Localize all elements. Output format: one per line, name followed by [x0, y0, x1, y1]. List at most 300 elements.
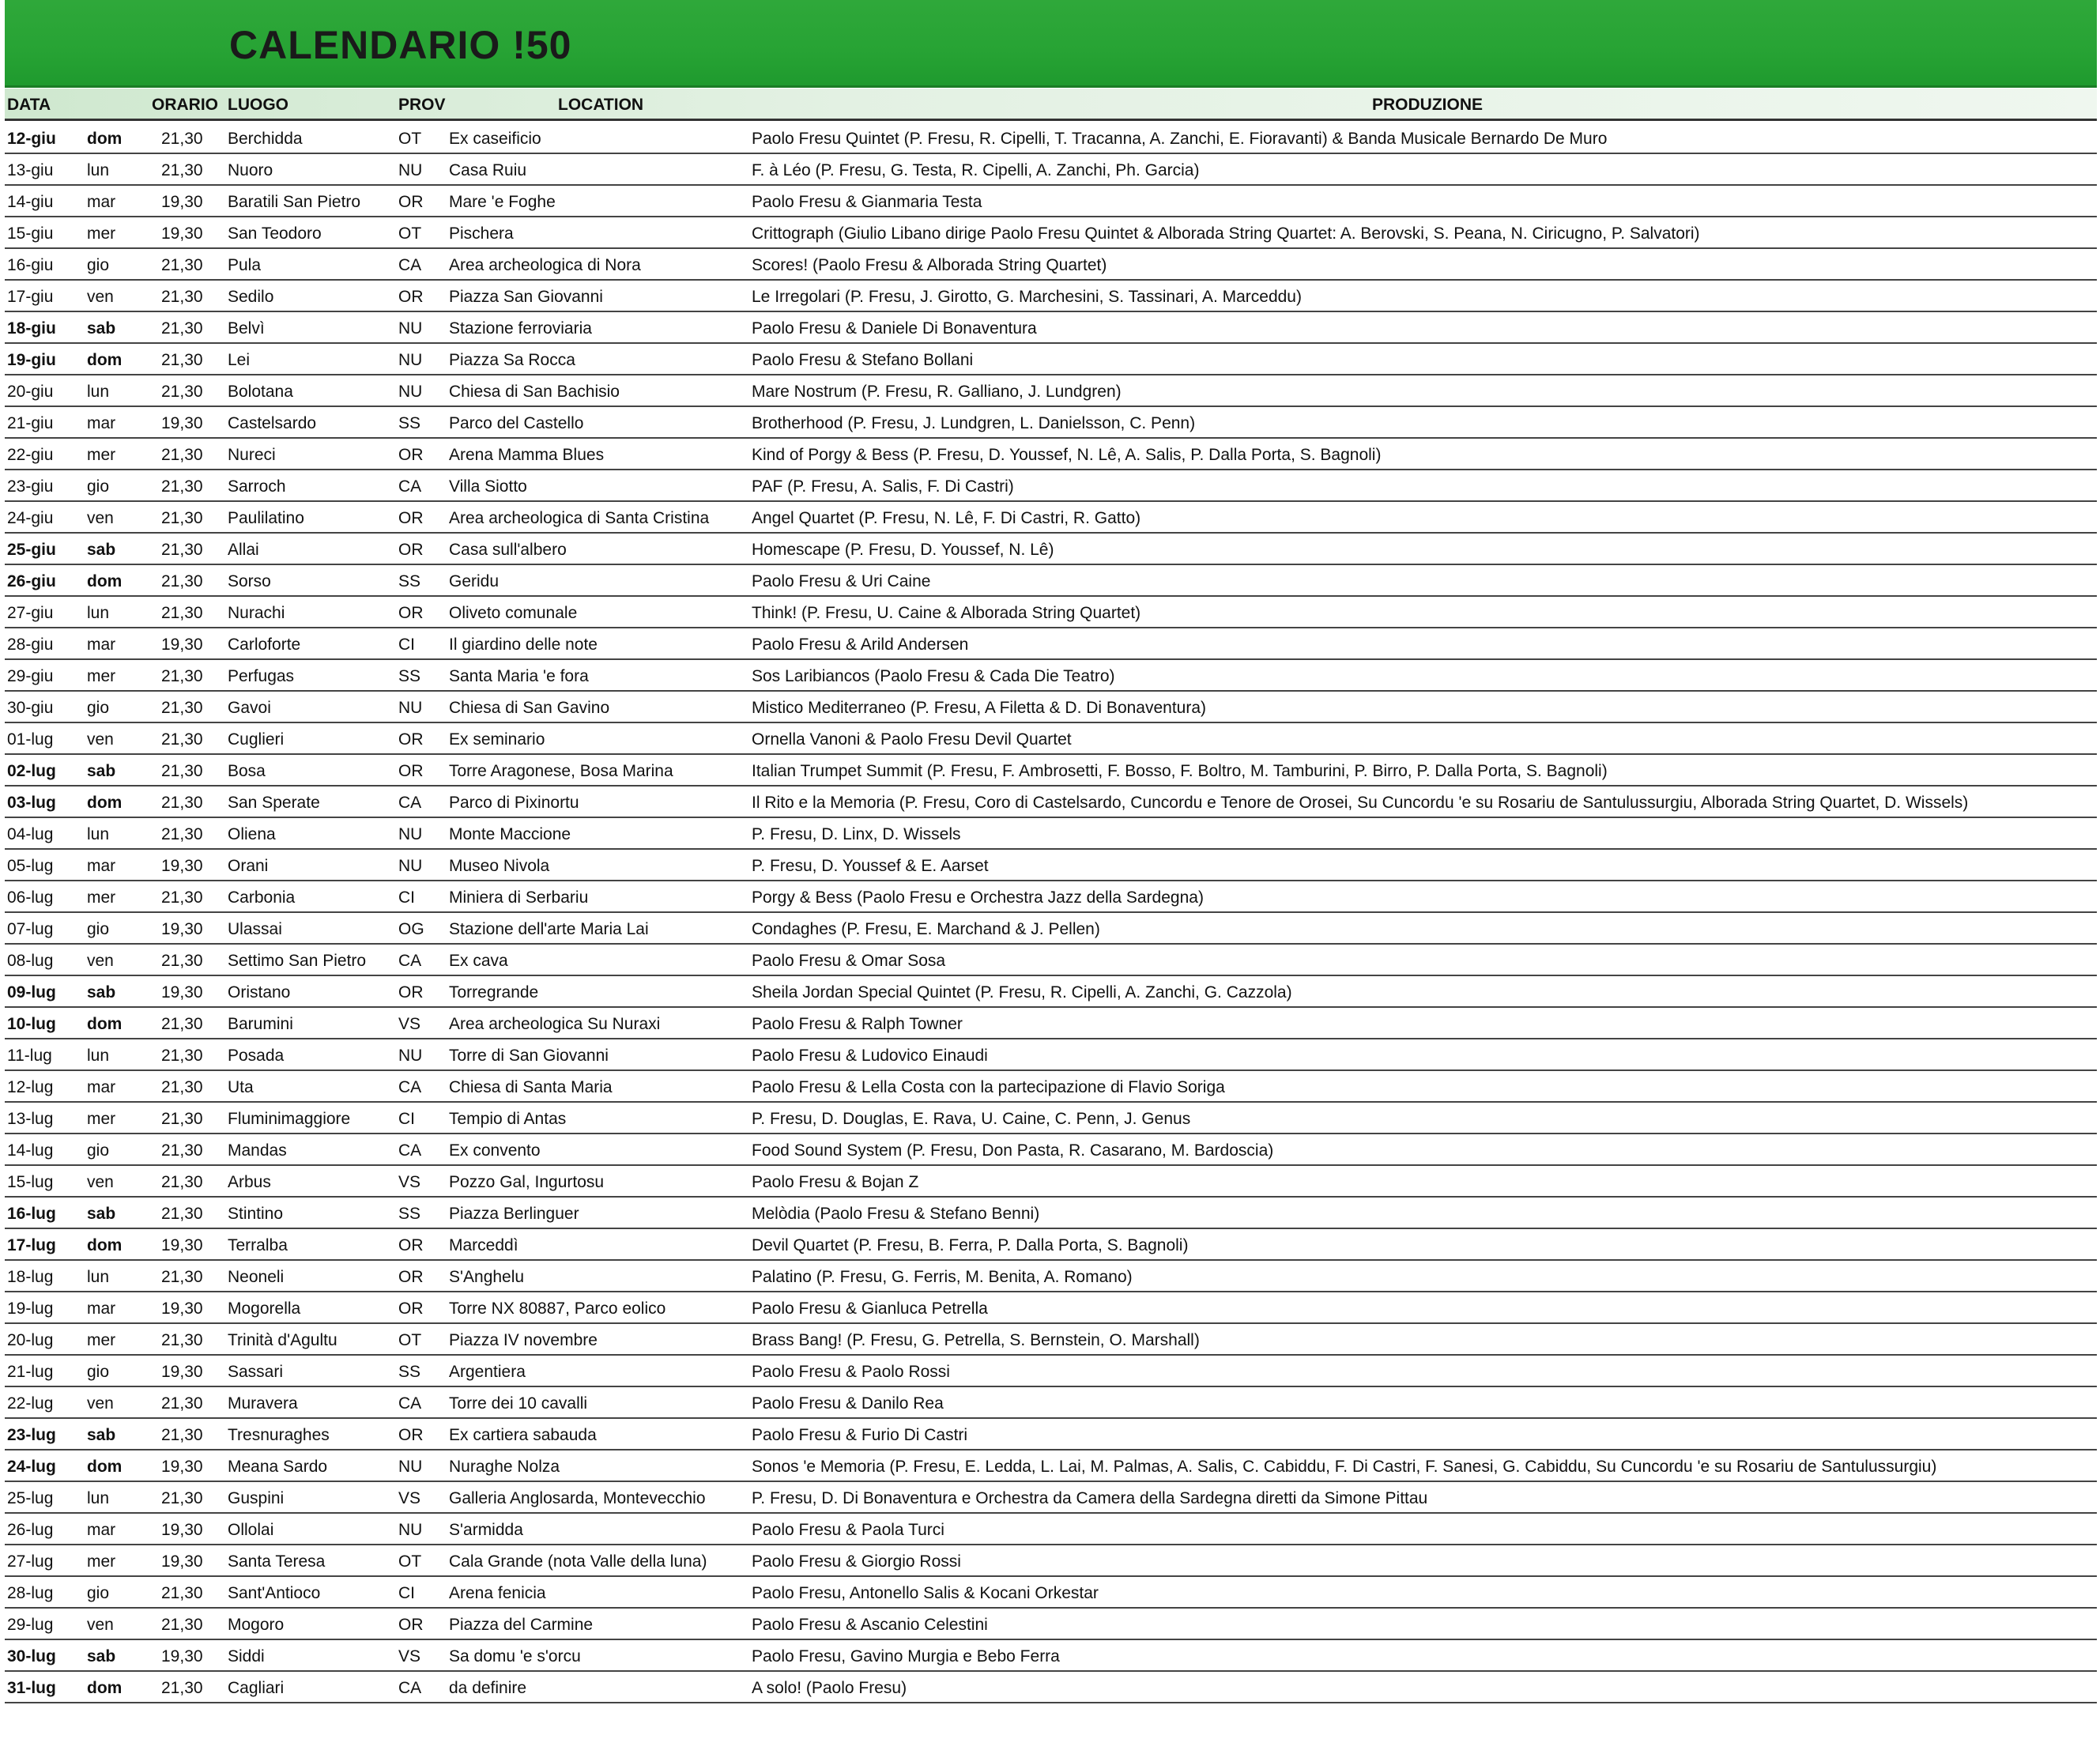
cell-prov: OR	[398, 1616, 424, 1634]
cell-prov: OR	[398, 446, 424, 464]
cell-production: Think! (P. Fresu, U. Caine & Alborada String Quartet)	[752, 604, 1141, 622]
cell-time: 21,30	[161, 1268, 203, 1286]
table-row	[5, 1103, 2097, 1134]
cell-date: 28-lug	[7, 1584, 54, 1602]
cell-location: Sa domu 'e s'orcu	[449, 1647, 581, 1665]
cell-prov: NU	[398, 161, 423, 179]
cell-location: Ex seminario	[449, 730, 545, 749]
cell-date: 21-giu	[7, 414, 54, 432]
cell-prov: CA	[398, 952, 422, 970]
table-row	[5, 1198, 2097, 1229]
table-row	[5, 913, 2097, 945]
cell-prov: VS	[398, 1647, 421, 1665]
cell-date: 03-lug	[7, 794, 56, 812]
cell-prov: OT	[398, 224, 422, 243]
cell-production: Paolo Fresu, Gavino Murgia e Bebo Ferra	[752, 1647, 1060, 1665]
cell-date: 07-lug	[7, 920, 54, 938]
cell-prov: OR	[398, 1300, 424, 1318]
table-row	[5, 1482, 2097, 1514]
cell-prov: OT	[398, 1552, 422, 1571]
cell-date: 25-giu	[7, 541, 56, 559]
cell-prov: CA	[398, 1394, 422, 1413]
cell-place: San Sperate	[228, 794, 320, 812]
cell-time: 21,30	[161, 256, 203, 274]
cell-date: 09-lug	[7, 983, 56, 1002]
cell-time: 21,30	[161, 288, 203, 306]
table-row	[5, 1609, 2097, 1640]
cell-time: 21,30	[161, 161, 203, 179]
cell-place: Allai	[228, 541, 259, 559]
table-row	[5, 1008, 2097, 1039]
cell-time: 21,30	[161, 509, 203, 527]
cell-time: 19,30	[161, 857, 203, 875]
cell-day: mer	[87, 1331, 116, 1349]
cell-location: Argentiera	[449, 1363, 526, 1381]
cell-production: Paolo Fresu & Gianmaria Testa	[752, 193, 982, 211]
cell-location: Galleria Anglosarda, Montevecchio	[449, 1489, 706, 1507]
cell-day: sab	[87, 319, 116, 338]
cell-day: mar	[87, 1300, 116, 1318]
cell-day: mar	[87, 636, 116, 654]
cell-production: Sonos 'e Memoria (P. Fresu, E. Ledda, L. Lai, M. Palmas, A. Salis, C. Cabiddu, F. Di Castri, F. Sanesi, G. Cabiddu, Su Cuncordu 'e su Rosariu de Santulussurgiu)	[752, 1458, 1937, 1476]
cell-day: lun	[87, 1268, 110, 1286]
cell-prov: OR	[398, 541, 424, 559]
cell-location: Piazza del Carmine	[449, 1616, 594, 1634]
cell-place: Orani	[228, 857, 269, 875]
cell-time: 21,30	[161, 383, 203, 401]
cell-production: Paolo Fresu & Giorgio Rossi	[752, 1552, 961, 1571]
cell-place: Cuglieri	[228, 730, 285, 749]
cell-time: 21,30	[161, 1205, 203, 1223]
cell-production: Paolo Fresu, Antonello Salis & Kocani Orkestar	[752, 1584, 1099, 1602]
cell-time: 19,30	[161, 224, 203, 243]
cell-location: Arena Mamma Blues	[449, 446, 605, 464]
cell-time: 21,30	[161, 446, 203, 464]
cell-day: ven	[87, 730, 114, 749]
cell-time: 21,30	[161, 762, 203, 780]
cell-time: 19,30	[161, 1647, 203, 1665]
table-row	[5, 217, 2097, 249]
cell-location: Torre di San Giovanni	[449, 1047, 609, 1065]
cell-day: ven	[87, 1173, 114, 1191]
cell-place: Meana Sardo	[228, 1458, 328, 1476]
cell-prov: OG	[398, 920, 424, 938]
cell-production: P. Fresu, D. Youssef & E. Aarset	[752, 857, 989, 875]
cell-day: mer	[87, 667, 116, 685]
table-row	[5, 407, 2097, 439]
cell-day: dom	[87, 1236, 123, 1254]
cell-prov: OR	[398, 1426, 424, 1444]
cell-production: Il Rito e la Memoria (P. Fresu, Coro di Castelsardo, Cuncordu e Tenore de Orosei, Su Cuncordu 'e su Rosariu de Santulussurgiu, Alborada String Quartet, D. Wissels)	[752, 794, 1969, 812]
cell-place: Oliena	[228, 825, 276, 843]
cell-prov: CA	[398, 1141, 422, 1160]
cell-date: 14-giu	[7, 193, 54, 211]
cell-day: mer	[87, 446, 116, 464]
cell-day: ven	[87, 952, 114, 970]
cell-location: Ex cartiera sabauda	[449, 1426, 597, 1444]
cell-date: 26-lug	[7, 1521, 54, 1539]
cell-production: Sos Laribiancos (Paolo Fresu & Cada Die Teatro)	[752, 667, 1115, 685]
cell-place: Santa Teresa	[228, 1552, 326, 1571]
cell-location: Piazza Sa Rocca	[449, 351, 575, 369]
cell-time: 21,30	[161, 604, 203, 622]
cell-day: lun	[87, 161, 110, 179]
cell-time: 21,30	[161, 730, 203, 749]
cell-location: Tempio di Antas	[449, 1110, 567, 1128]
table-row	[5, 123, 2097, 154]
cell-location: Casa sull'albero	[449, 541, 567, 559]
cell-time: 21,30	[161, 667, 203, 685]
cell-place: Uta	[228, 1078, 254, 1096]
cell-time: 21,30	[161, 1110, 203, 1128]
table-row	[5, 281, 2097, 312]
cell-production: Devil Quartet (P. Fresu, B. Ferra, P. Dalla Porta, S. Bagnoli)	[752, 1236, 1189, 1254]
cell-day: dom	[87, 1015, 123, 1033]
cell-time: 21,30	[161, 1394, 203, 1413]
table-row	[5, 1292, 2097, 1324]
cell-time: 21,30	[161, 1331, 203, 1349]
cell-place: Trinità d'Agultu	[228, 1331, 337, 1349]
cell-location: Pozzo Gal, Ingurtosu	[449, 1173, 605, 1191]
cell-place: Lei	[228, 351, 251, 369]
cell-date: 13-lug	[7, 1110, 54, 1128]
table-row	[5, 1545, 2097, 1577]
cell-date: 31-lug	[7, 1679, 56, 1697]
cell-location: Pischera	[449, 224, 514, 243]
cell-day: gio	[87, 1141, 110, 1160]
cell-location: Area archeologica di Santa Cristina	[449, 509, 710, 527]
cell-prov: VS	[398, 1015, 421, 1033]
cell-time: 21,30	[161, 572, 203, 590]
cell-day: sab	[87, 1205, 116, 1223]
cell-time: 21,30	[161, 1679, 203, 1697]
cell-production: Paolo Fresu & Omar Sosa	[752, 952, 946, 970]
cell-day: gio	[87, 477, 110, 496]
cell-date: 15-lug	[7, 1173, 54, 1191]
cell-location: Torre NX 80887, Parco eolico	[449, 1300, 666, 1318]
cell-location: Cala Grande (nota Valle della luna)	[449, 1552, 707, 1571]
cell-production: P. Fresu, D. Di Bonaventura e Orchestra da Camera della Sardegna diretti da Simone Pittau	[752, 1489, 1428, 1507]
cell-place: Belvì	[228, 319, 265, 338]
cell-date: 05-lug	[7, 857, 54, 875]
cell-day: dom	[87, 572, 123, 590]
cell-time: 19,30	[161, 983, 203, 1002]
table-row	[5, 1324, 2097, 1356]
table-row	[5, 1387, 2097, 1419]
cell-location: Area archeologica Su Nuraxi	[449, 1015, 661, 1033]
cell-prov: NU	[398, 857, 423, 875]
table-row	[5, 1514, 2097, 1545]
cell-date: 29-giu	[7, 667, 54, 685]
cell-prov: CI	[398, 1584, 415, 1602]
cell-day: mar	[87, 414, 116, 432]
header-orario: ORARIO	[152, 96, 218, 114]
cell-day: mar	[87, 193, 116, 211]
table-row	[5, 1039, 2097, 1071]
cell-place: Sedilo	[228, 288, 274, 306]
events-table	[5, 123, 2097, 1703]
cell-place: Sarroch	[228, 477, 286, 496]
cell-place: Nuoro	[228, 161, 273, 179]
cell-date: 20-lug	[7, 1331, 54, 1349]
cell-prov: OR	[398, 193, 424, 211]
cell-place: Perfugas	[228, 667, 295, 685]
cell-production: Paolo Fresu & Stefano Bollani	[752, 351, 974, 369]
cell-day: dom	[87, 794, 123, 812]
cell-date: 16-lug	[7, 1205, 56, 1223]
cell-day: mar	[87, 1521, 116, 1539]
table-row	[5, 1577, 2097, 1609]
cell-prov: NU	[398, 383, 423, 401]
cell-production: Scores! (Paolo Fresu & Alborada String Quartet)	[752, 256, 1107, 274]
cell-location: Miniera di Serbariu	[449, 888, 589, 907]
cell-time: 21,30	[161, 699, 203, 717]
cell-time: 19,30	[161, 193, 203, 211]
cell-day: mer	[87, 224, 116, 243]
header-produzione: PRODUZIONE	[1372, 96, 1484, 114]
cell-day: lun	[87, 604, 110, 622]
cell-time: 19,30	[161, 1363, 203, 1381]
cell-day: lun	[87, 1047, 110, 1065]
cell-prov: OR	[398, 730, 424, 749]
cell-production: Homescape (P. Fresu, D. Youssef, N. Lê)	[752, 541, 1054, 559]
cell-place: Arbus	[228, 1173, 271, 1191]
cell-date: 23-lug	[7, 1426, 56, 1444]
cell-place: Settimo San Pietro	[228, 952, 367, 970]
cell-production: Porgy & Bess (Paolo Fresu e Orchestra Jazz della Sardegna)	[752, 888, 1204, 907]
cell-production: Kind of Porgy & Bess (P. Fresu, D. Youssef, N. Lê, A. Salis, P. Dalla Porta, S. Bagnoli)	[752, 446, 1382, 464]
cell-place: Posada	[228, 1047, 285, 1065]
cell-time: 21,30	[161, 1426, 203, 1444]
cell-day: gio	[87, 920, 110, 938]
cell-location: Arena fenicia	[449, 1584, 546, 1602]
cell-location: da definire	[449, 1679, 527, 1697]
cell-date: 19-giu	[7, 351, 56, 369]
cell-location: Stazione ferroviaria	[449, 319, 592, 338]
table-row	[5, 439, 2097, 470]
cell-location: Torre dei 10 cavalli	[449, 1394, 588, 1413]
cell-production: Paolo Fresu & Uri Caine	[752, 572, 931, 590]
cell-date: 15-giu	[7, 224, 54, 243]
cell-day: lun	[87, 383, 110, 401]
table-row	[5, 344, 2097, 375]
cell-prov: NU	[398, 825, 423, 843]
cell-location: Ex caseificio	[449, 130, 541, 148]
cell-production: Paolo Fresu & Ludovico Einaudi	[752, 1047, 988, 1065]
header-location: LOCATION	[558, 96, 644, 114]
cell-production: Paolo Fresu & Arild Andersen	[752, 636, 969, 654]
cell-time: 19,30	[161, 1300, 203, 1318]
cell-day: mer	[87, 1110, 116, 1128]
cell-day: mar	[87, 1078, 116, 1096]
cell-prov: OT	[398, 1331, 422, 1349]
cell-place: Castelsardo	[228, 414, 317, 432]
cell-time: 21,30	[161, 1047, 203, 1065]
cell-location: Piazza Berlinguer	[449, 1205, 579, 1223]
cell-place: Ollolai	[228, 1521, 274, 1539]
cell-location: Chiesa di San Gavino	[449, 699, 610, 717]
cell-place: Berchidda	[228, 130, 303, 148]
cell-date: 24-lug	[7, 1458, 56, 1476]
cell-place: San Teodoro	[228, 224, 322, 243]
cell-date: 08-lug	[7, 952, 54, 970]
cell-production: Paolo Fresu & Paolo Rossi	[752, 1363, 950, 1381]
table-header	[5, 89, 2097, 121]
cell-time: 21,30	[161, 794, 203, 812]
cell-day: mer	[87, 888, 116, 907]
cell-production: Paolo Fresu & Ascanio Celestini	[752, 1616, 988, 1634]
cell-production: Italian Trumpet Summit (P. Fresu, F. Ambrosetti, F. Bosso, F. Boltro, M. Tamburini, P. Birro, P. Dalla Porta, S. Bagnoli)	[752, 762, 1608, 780]
table-row	[5, 755, 2097, 787]
cell-time: 21,30	[161, 825, 203, 843]
cell-date: 01-lug	[7, 730, 54, 749]
table-row	[5, 154, 2097, 186]
table-row	[5, 186, 2097, 217]
cell-location: S'Anghelu	[449, 1268, 525, 1286]
table-row	[5, 1071, 2097, 1103]
table-row	[5, 1229, 2097, 1261]
cell-prov: NU	[398, 1521, 423, 1539]
cell-place: Carloforte	[228, 636, 301, 654]
cell-time: 19,30	[161, 636, 203, 654]
cell-time: 21,30	[161, 130, 203, 148]
cell-place: Mandas	[228, 1141, 287, 1160]
cell-date: 12-giu	[7, 130, 56, 148]
cell-time: 21,30	[161, 1015, 203, 1033]
cell-prov: OR	[398, 1268, 424, 1286]
cell-time: 21,30	[161, 1173, 203, 1191]
cell-prov: CA	[398, 1679, 422, 1697]
cell-day: ven	[87, 509, 114, 527]
cell-day: sab	[87, 983, 116, 1002]
cell-date: 24-giu	[7, 509, 54, 527]
cell-production: PAF (P. Fresu, A. Salis, F. Di Castri)	[752, 477, 1014, 496]
cell-place: Gavoi	[228, 699, 271, 717]
cell-location: Marceddì	[449, 1236, 518, 1254]
cell-location: Ex convento	[449, 1141, 541, 1160]
table-row	[5, 375, 2097, 407]
table-row	[5, 470, 2097, 502]
cell-location: Chiesa di San Bachisio	[449, 383, 620, 401]
cell-place: Bolotana	[228, 383, 293, 401]
cell-day: dom	[87, 351, 123, 369]
header-prov: PROV	[398, 96, 446, 114]
cell-production: Paolo Fresu & Bojan Z	[752, 1173, 919, 1191]
cell-date: 19-lug	[7, 1300, 54, 1318]
cell-location: Nuraghe Nolza	[449, 1458, 560, 1476]
cell-time: 19,30	[161, 1458, 203, 1476]
page-title: CALENDARIO !50	[229, 23, 572, 67]
cell-day: sab	[87, 1647, 116, 1665]
cell-location: Chiesa di Santa Maria	[449, 1078, 613, 1096]
cell-day: sab	[87, 1426, 116, 1444]
cell-date: 14-lug	[7, 1141, 54, 1160]
cell-date: 06-lug	[7, 888, 54, 907]
cell-location: Mare 'e Foghe	[449, 193, 556, 211]
cell-date: 17-giu	[7, 288, 54, 306]
table-row	[5, 534, 2097, 565]
cell-time: 19,30	[161, 920, 203, 938]
cell-place: Mogorella	[228, 1300, 301, 1318]
cell-production: Paolo Fresu & Lella Costa con la partecipazione di Flavio Soriga	[752, 1078, 1225, 1096]
cell-production: Crittograph (Giulio Libano dirige Paolo Fresu Quintet & Alborada String Quartet: A. Berovski, S. Peana, N. Ciricugno, P. Salvatori)	[752, 224, 1700, 243]
cell-prov: VS	[398, 1489, 421, 1507]
cell-production: Sheila Jordan Special Quintet (P. Fresu, R. Cipelli, A. Zanchi, G. Cazzola)	[752, 983, 1292, 1002]
cell-prov: CA	[398, 1078, 422, 1096]
cell-place: Fluminimaggiore	[228, 1110, 351, 1128]
cell-prov: CA	[398, 794, 422, 812]
table-row	[5, 660, 2097, 692]
cell-date: 18-giu	[7, 319, 56, 338]
table-row	[5, 312, 2097, 344]
table-row	[5, 628, 2097, 660]
cell-place: Nurachi	[228, 604, 285, 622]
cell-time: 21,30	[161, 952, 203, 970]
cell-prov: CA	[398, 477, 422, 496]
cell-day: lun	[87, 825, 110, 843]
cell-place: Ulassai	[228, 920, 282, 938]
cell-place: Barumini	[228, 1015, 293, 1033]
cell-date: 02-lug	[7, 762, 56, 780]
cell-production: Melòdia (Paolo Fresu & Stefano Benni)	[752, 1205, 1040, 1223]
cell-day: sab	[87, 541, 116, 559]
cell-prov: SS	[398, 572, 421, 590]
cell-location: Piazza San Giovanni	[449, 288, 603, 306]
cell-location: Oliveto comunale	[449, 604, 578, 622]
cell-day: dom	[87, 1679, 123, 1697]
cell-production: Mistico Mediterraneo (P. Fresu, A Filetta & D. Di Bonaventura)	[752, 699, 1207, 717]
cell-location: Parco di Pixinortu	[449, 794, 579, 812]
cell-location: Monte Maccione	[449, 825, 571, 843]
cell-prov: CI	[398, 1110, 415, 1128]
table-row	[5, 787, 2097, 818]
cell-time: 21,30	[161, 1584, 203, 1602]
cell-prov: CI	[398, 636, 415, 654]
cell-location: Stazione dell'arte Maria Lai	[449, 920, 649, 938]
cell-place: Sorso	[228, 572, 271, 590]
cell-time: 21,30	[161, 477, 203, 496]
table-row	[5, 249, 2097, 281]
cell-location: Villa Siotto	[449, 477, 527, 496]
cell-production: Brass Bang! (P. Fresu, G. Petrella, S. Bernstein, O. Marshall)	[752, 1331, 1200, 1349]
cell-production: Brotherhood (P. Fresu, J. Lundgren, L. Danielsson, C. Penn)	[752, 414, 1196, 432]
cell-production: Paolo Fresu & Furio Di Castri	[752, 1426, 968, 1444]
cell-production: P. Fresu, D. Linx, D. Wissels	[752, 825, 961, 843]
cell-time: 19,30	[161, 1236, 203, 1254]
cell-day: gio	[87, 699, 110, 717]
cell-date: 18-lug	[7, 1268, 54, 1286]
cell-prov: SS	[398, 1205, 421, 1223]
cell-day: lun	[87, 1489, 110, 1507]
cell-prov: VS	[398, 1173, 421, 1191]
cell-location: Santa Maria 'e fora	[449, 667, 589, 685]
cell-date: 16-giu	[7, 256, 54, 274]
cell-place: Sassari	[228, 1363, 284, 1381]
cell-place: Siddi	[228, 1647, 265, 1665]
cell-place: Muravera	[228, 1394, 298, 1413]
cell-production: Paolo Fresu & Danilo Rea	[752, 1394, 944, 1413]
cell-production: Paolo Fresu & Ralph Towner	[752, 1015, 963, 1033]
cell-prov: OR	[398, 288, 424, 306]
cell-place: Baratili San Pietro	[228, 193, 361, 211]
cell-date: 27-giu	[7, 604, 54, 622]
cell-production: P. Fresu, D. Douglas, E. Rava, U. Caine, C. Penn, J. Genus	[752, 1110, 1191, 1128]
cell-production: F. à Léo (P. Fresu, G. Testa, R. Cipelli, A. Zanchi, Ph. Garcia)	[752, 161, 1200, 179]
cell-place: Carbonia	[228, 888, 296, 907]
cell-place: Terralba	[228, 1236, 288, 1254]
cell-production: Angel Quartet (P. Fresu, N. Lê, F. Di Castri, R. Gatto)	[752, 509, 1141, 527]
table-row	[5, 881, 2097, 913]
